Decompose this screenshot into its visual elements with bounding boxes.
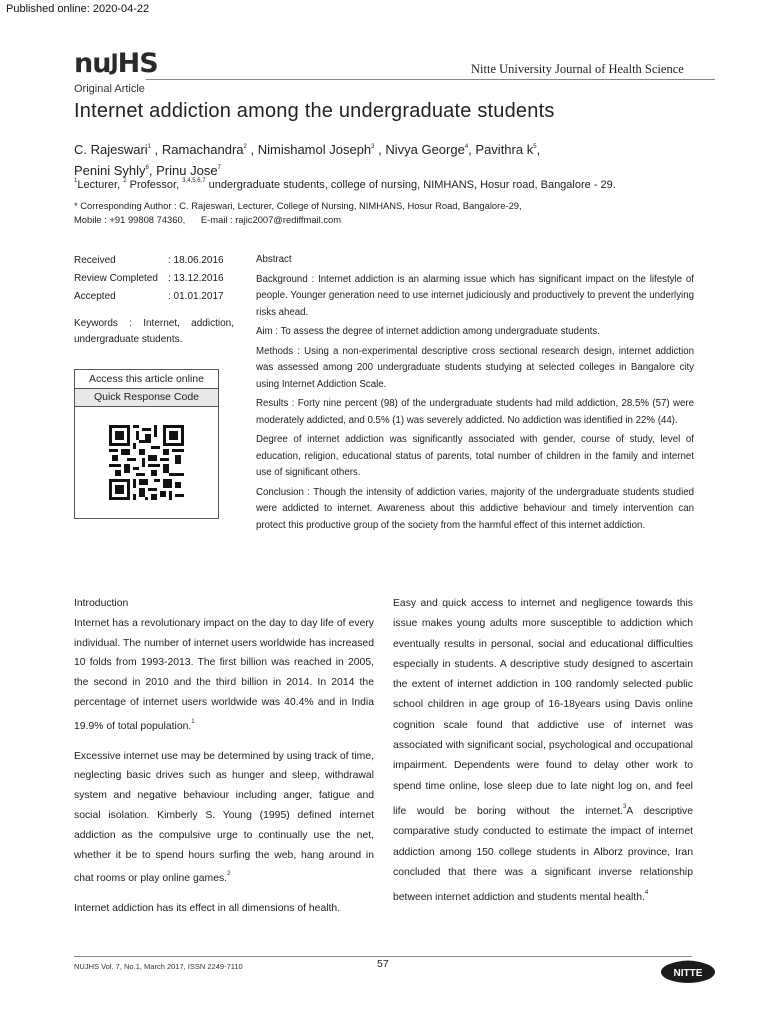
page-number: 57 <box>377 958 389 970</box>
logo-right: HS <box>117 48 158 79</box>
author-name: Prinu Jose <box>156 163 218 178</box>
nitte-logo <box>660 958 716 984</box>
journal-name: Nitte University Journal of Health Science <box>471 62 684 76</box>
author-name: Nimishamol Joseph <box>257 142 372 157</box>
abstract-results: Results : Forty nine percent (98) of the undergraduate students had mild addiction, 28.5% (57) were moderately addicted, and 0.5% (1) was severely addicted. No addiction was identified in 22% (44). <box>256 398 694 426</box>
logo-mid: J <box>110 51 118 76</box>
author-name: Nivya George <box>385 142 465 157</box>
body-column-left <box>74 594 374 929</box>
keywords: Keywords : Internet, addiction, undergraduate students. <box>74 318 234 345</box>
paragraph: Internet has a revolutionary impact on the day to day life of every individual. The number of internet users worldwide has increased 10 folds from 1993-2013. The first billion was reached in 2005, the second in 2010 and the third billion in 2014. In 2014 the percentage of internet users worldwide was 40.4% and in India 19.9% of total population.$^1$ <box>74 617 374 732</box>
logo-left: nu <box>74 48 111 79</box>
paragraph: Internet addiction has its effect in all dimensions of health. <box>74 903 341 915</box>
abstract-association: Degree of internet addiction was significantly associated with gender, course of study, level of education, religion, educational status of parents, total number of children in the family and internet use of significant others. <box>256 434 694 478</box>
corresponding-author <box>74 199 522 227</box>
section-heading: Introduction <box>74 598 129 609</box>
access-article-box <box>74 369 219 519</box>
header-rule <box>146 79 715 80</box>
nujhs-logo <box>74 48 158 79</box>
author-name: Penini Syhly <box>74 163 146 178</box>
affiliations: $^1$Lecturer, $^2$ Professor, $^{3,4,5,6,7}$ undergraduate students, college of nursing, NIMHANS, Hosur road, Bangalore - 29. <box>74 178 616 191</box>
access-online-label: Access this article online <box>75 370 218 389</box>
abstract-conclusion: Conclusion : Though the intensity of addiction varies, majority of the undergraduate students studied were addicted to internet. Awareness about this addictive behaviour and timely intervention can protect this productive group of the society from the harmful effect of this internet addiction. <box>256 486 694 531</box>
footer-rule <box>74 956 692 957</box>
author-name: C. Rajeswari <box>74 142 148 157</box>
author-list: C. Rajeswari$^1$ , Ramachandra$^2$ , Nimishamol Joseph$^3$ , Nivya George$^4$, Pavithra $k^5$, Penini Syhly$^6$, Prinu Jose$^7$ <box>74 142 541 178</box>
body-column-right <box>393 594 693 908</box>
qr-code-icon[interactable] <box>109 425 184 500</box>
paragraph: Excessive internet use may be determined by using track of time, neglecting basic drives such as hunger and sleep, withdrawal system and negative behaviour including anger, fatigue and social isolation. Kimberly S. Young (1995) defined internet addiction as the compulsive urge to continually use the net, whether it be to spend hours surfing the web, hang around in chat rooms or play online games.$^2$ <box>74 750 374 885</box>
author-name: Ramachandra <box>161 142 244 157</box>
abstract-methods: Methods : Using a non-experimental descriptive cross sectional research design, internet addiction was assessed among 200 undergraduate students studying at selected colleges in Bangalore city using Internet Addiction Scale. <box>256 345 694 390</box>
abstract-heading: Abstract <box>256 254 292 265</box>
date-row: Accepted : 01.01.2017 <box>74 291 224 302</box>
article-title: Internet addiction among the undergraduate students <box>74 100 555 122</box>
abstract <box>256 252 694 537</box>
qr-label: Quick Response Code <box>75 389 218 407</box>
date-row: Review Completed : 13.12.2016 <box>74 273 224 284</box>
contact-line: Mobile : +91 99808 74360, E-mail : rajic2007@rediffmail.com <box>74 214 342 225</box>
article-type: Original Article <box>74 83 145 95</box>
paragraph: Easy and quick access to internet and negligence towards this issue makes young adults more susceptible to addiction which eventually results in personal, social and educational difficulties especially in students. A descriptive study designed to ascertain the extent of internet addiction in 100 randomly selected public school children in age group of 16-18years using Davis online cognition scale found that addictive use of internet was associated with significant social, psychological and occupational impairment. Dependents were found to delay other work to spend time online, lose sleep due to late night log on, and feel life would be boring without the internet.$^3$A descriptive comparative study conducted to estimate the impact of internet addiction among 150 college students in Alborz province, Iran concluded that there was a significant inverse relationship between internet addiction and students mental health.$^4$ <box>393 598 693 904</box>
abstract-aim: Aim : To assess the degree of internet addiction among undergraduate students. <box>256 326 600 337</box>
corresponding-line: * Corresponding Author : C. Rajeswari, Lecturer, College of Nursing, NIMHANS, Hosur Road, Bangalore-29, <box>74 200 522 211</box>
author-name: Pavithra k <box>475 142 534 157</box>
article-dates <box>74 252 224 306</box>
footer-citation: NUJHS Vol. 7, No.1, March 2017, ISSN 2249-7110 <box>74 962 243 971</box>
published-date: Published online: 2020-04-22 <box>6 3 150 15</box>
date-row: Received : 18.06.2016 <box>74 255 224 266</box>
abstract-background: Background : Internet addiction is an alarming issue which has significant impact on the lifestyle of people. Younger generation need to use internet judiciously and productively to prevent the underlying risks ahead. <box>256 273 694 318</box>
nitte-logo-text: NITTE <box>673 968 703 979</box>
